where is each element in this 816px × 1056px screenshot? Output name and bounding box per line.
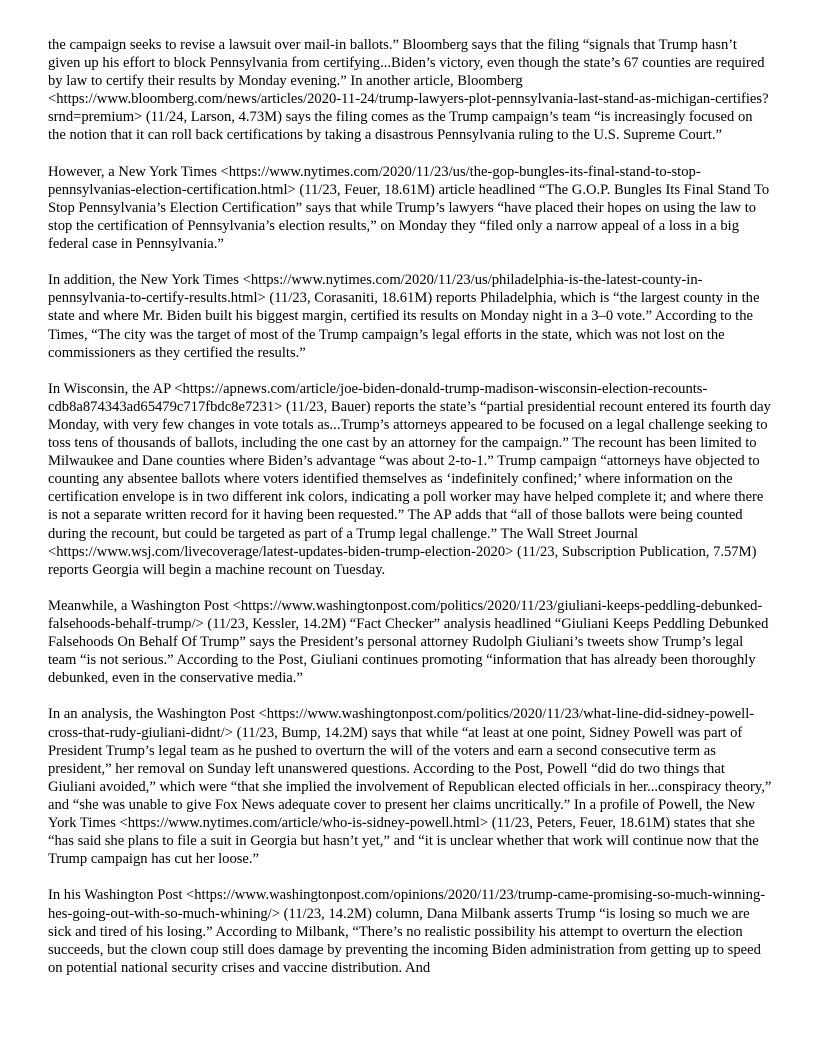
paragraph-wisconsin-recount: In Wisconsin, the AP <https://apnews.com/article/joe-biden-donald-trump-madison-wisconsin-election-recounts-cdb8a874343ad65479c717fbdc8e7231> (11/23, Bauer) reports the state’s “partial presidential recount entered its fourth day Monday, with very few changes in vote totals as...Trump’s attorneys appeared to be focused on a legal challenge seeking to toss tens of thousands of ballots, including the one cast by an attorney for the campaign.” The recount has been limited to Milwaukee and Dane counties where Biden’s advantage “was about 2-to-1.” Trump campaign “attorneys have objected to counting any absentee ballots where voters identified themselves as ‘indefinitely confined;’ where information on the certification envelope is in two different ink colors, indicating a poll worker may have helped complete it; and where there is not a separate written record for it having been requested.” The AP adds that “all of those ballots were being counted during the recount, but could be targeted as part of a Trump legal challenge.” The Wall Street Journal <https://www.wsj.com/livecoverage/latest-updates-biden-trump-election-2020> (11/23, Subscription Publication, 7.57M) reports Georgia will begin a machine recount on Tuesday. <box>48 380 771 578</box>
paragraph-sidney-powell: In an analysis, the Washington Post <https://www.washingtonpost.com/politics/2020/11/23/what-line-did-sidney-powell-cross-that-rudy-giuliani-didnt/> (11/23, Bump, 14.2M) says that while “at least at one point, Sidney Powell was part of President Trump’s legal team as he pushed to overturn the will of the voters and earn a second consecutive term as president,” her removal on Sunday left unanswered questions. According to the Post, Powell “did do two things that Giuliani avoided,” which were “that she implied the involvement of Republican elected officials in her...conspiracy theory,” and “she was unable to give Fox News adequate cover to present her claims uncritically.” In a profile of Powell, the New York Times <https://www.nytimes.com/article/who-is-sidney-powell.html> (11/23, Peters, Feuer, 18.61M) states that she “has said she plans to file a suit in Georgia but hasn’t yet,” and “it is unclear whether that work will continue now that the Trump campaign has cut her loose.” <box>48 706 772 868</box>
paragraph-giuliani-fact-check: Meanwhile, a Washington Post <https://www.washingtonpost.com/politics/2020/11/23/giuliani-keeps-peddling-debunked-falsehoods-behalf-trump/> (11/23, Kessler, 14.2M) “Fact Checker” analysis headlined “Giuliani Keeps Peddling Debunked Falsehoods On Behalf Of Trump” says the President’s personal attorney Rudolph Giuliani’s tweets show Trump’s legal team “is not serious.” According to the Post, Giuliani continues promoting “information that has already been thoroughly debunked, even in the conservative media.” <box>48 597 769 687</box>
document-page <box>48 36 772 977</box>
paragraph-philadelphia-certification: In addition, the New York Times <https://www.nytimes.com/2020/11/23/us/philadelphia-is-the-latest-county-in-pennsylvania-to-certify-results.html> (11/23, Corasaniti, 18.61M) reports Philadelphia, which is “the largest county in the state and where Mr. Biden built his biggest margin, certified its results on Monday night in a 3–0 vote.” According to the Times, “The city was the target of most of the Trump campaign’s legal efforts in the state, which was not lost on the commissioners as they certified the results.” <box>48 272 760 361</box>
paragraph-pennsylvania-lawsuit: the campaign seeks to revise a lawsuit over mail-in ballots.” Bloomberg says that the filing “signals that Trump hasn’t given up his effort to block Pennsylvania from certifying...Biden’s victory, even though the state’s 67 counties are required by law to certify their results by Monday evening.” In another article, Bloomberg <https://www.bloomberg.com/news/articles/2020-11-24/trump-lawyers-plot-pennsylvania-last-stand-as-michigan-certifies?srnd=premium> (11/24, Larson, 4.73M) says the filing comes as the Trump campaign’s team “is increasingly focused on the notion that it can roll back certifications by taking a disastrous Pennsylvania ruling to the U.S. Supreme Court.” <box>48 37 769 144</box>
paragraph-milbank-column: In his Washington Post <https://www.washingtonpost.com/opinions/2020/11/23/trump-came-promising-so-much-winning-hes-going-out-with-so-much-whining/> (11/23, 14.2M) column, Dana Milbank asserts Trump “is losing so much we are sick and tired of his losing.” According to Milbank, “There’s no realistic possibility his attempt to overturn the election succeeds, but the clown coup still does damage by preventing the incoming Biden administration from getting up to speed on potential national security crises and vaccine distribution. And <box>48 887 766 976</box>
paragraph-nyt-gop-bungles: However, a New York Times <https://www.nytimes.com/2020/11/23/us/the-gop-bungles-its-final-stand-to-stop-pennsylvanias-election-certification.html> (11/23, Feuer, 18.61M) article headlined “The G.O.P. Bungles Its Final Stand To Stop Pennsylvania’s Election Certification” says that while Trump’s lawyers “have placed their hopes on using the law to stop the certification of Pennsylvania’s election results,” on Monday they “filed only a narrow appeal of a loss in a big federal case in Pennsylvania.” <box>48 163 770 253</box>
